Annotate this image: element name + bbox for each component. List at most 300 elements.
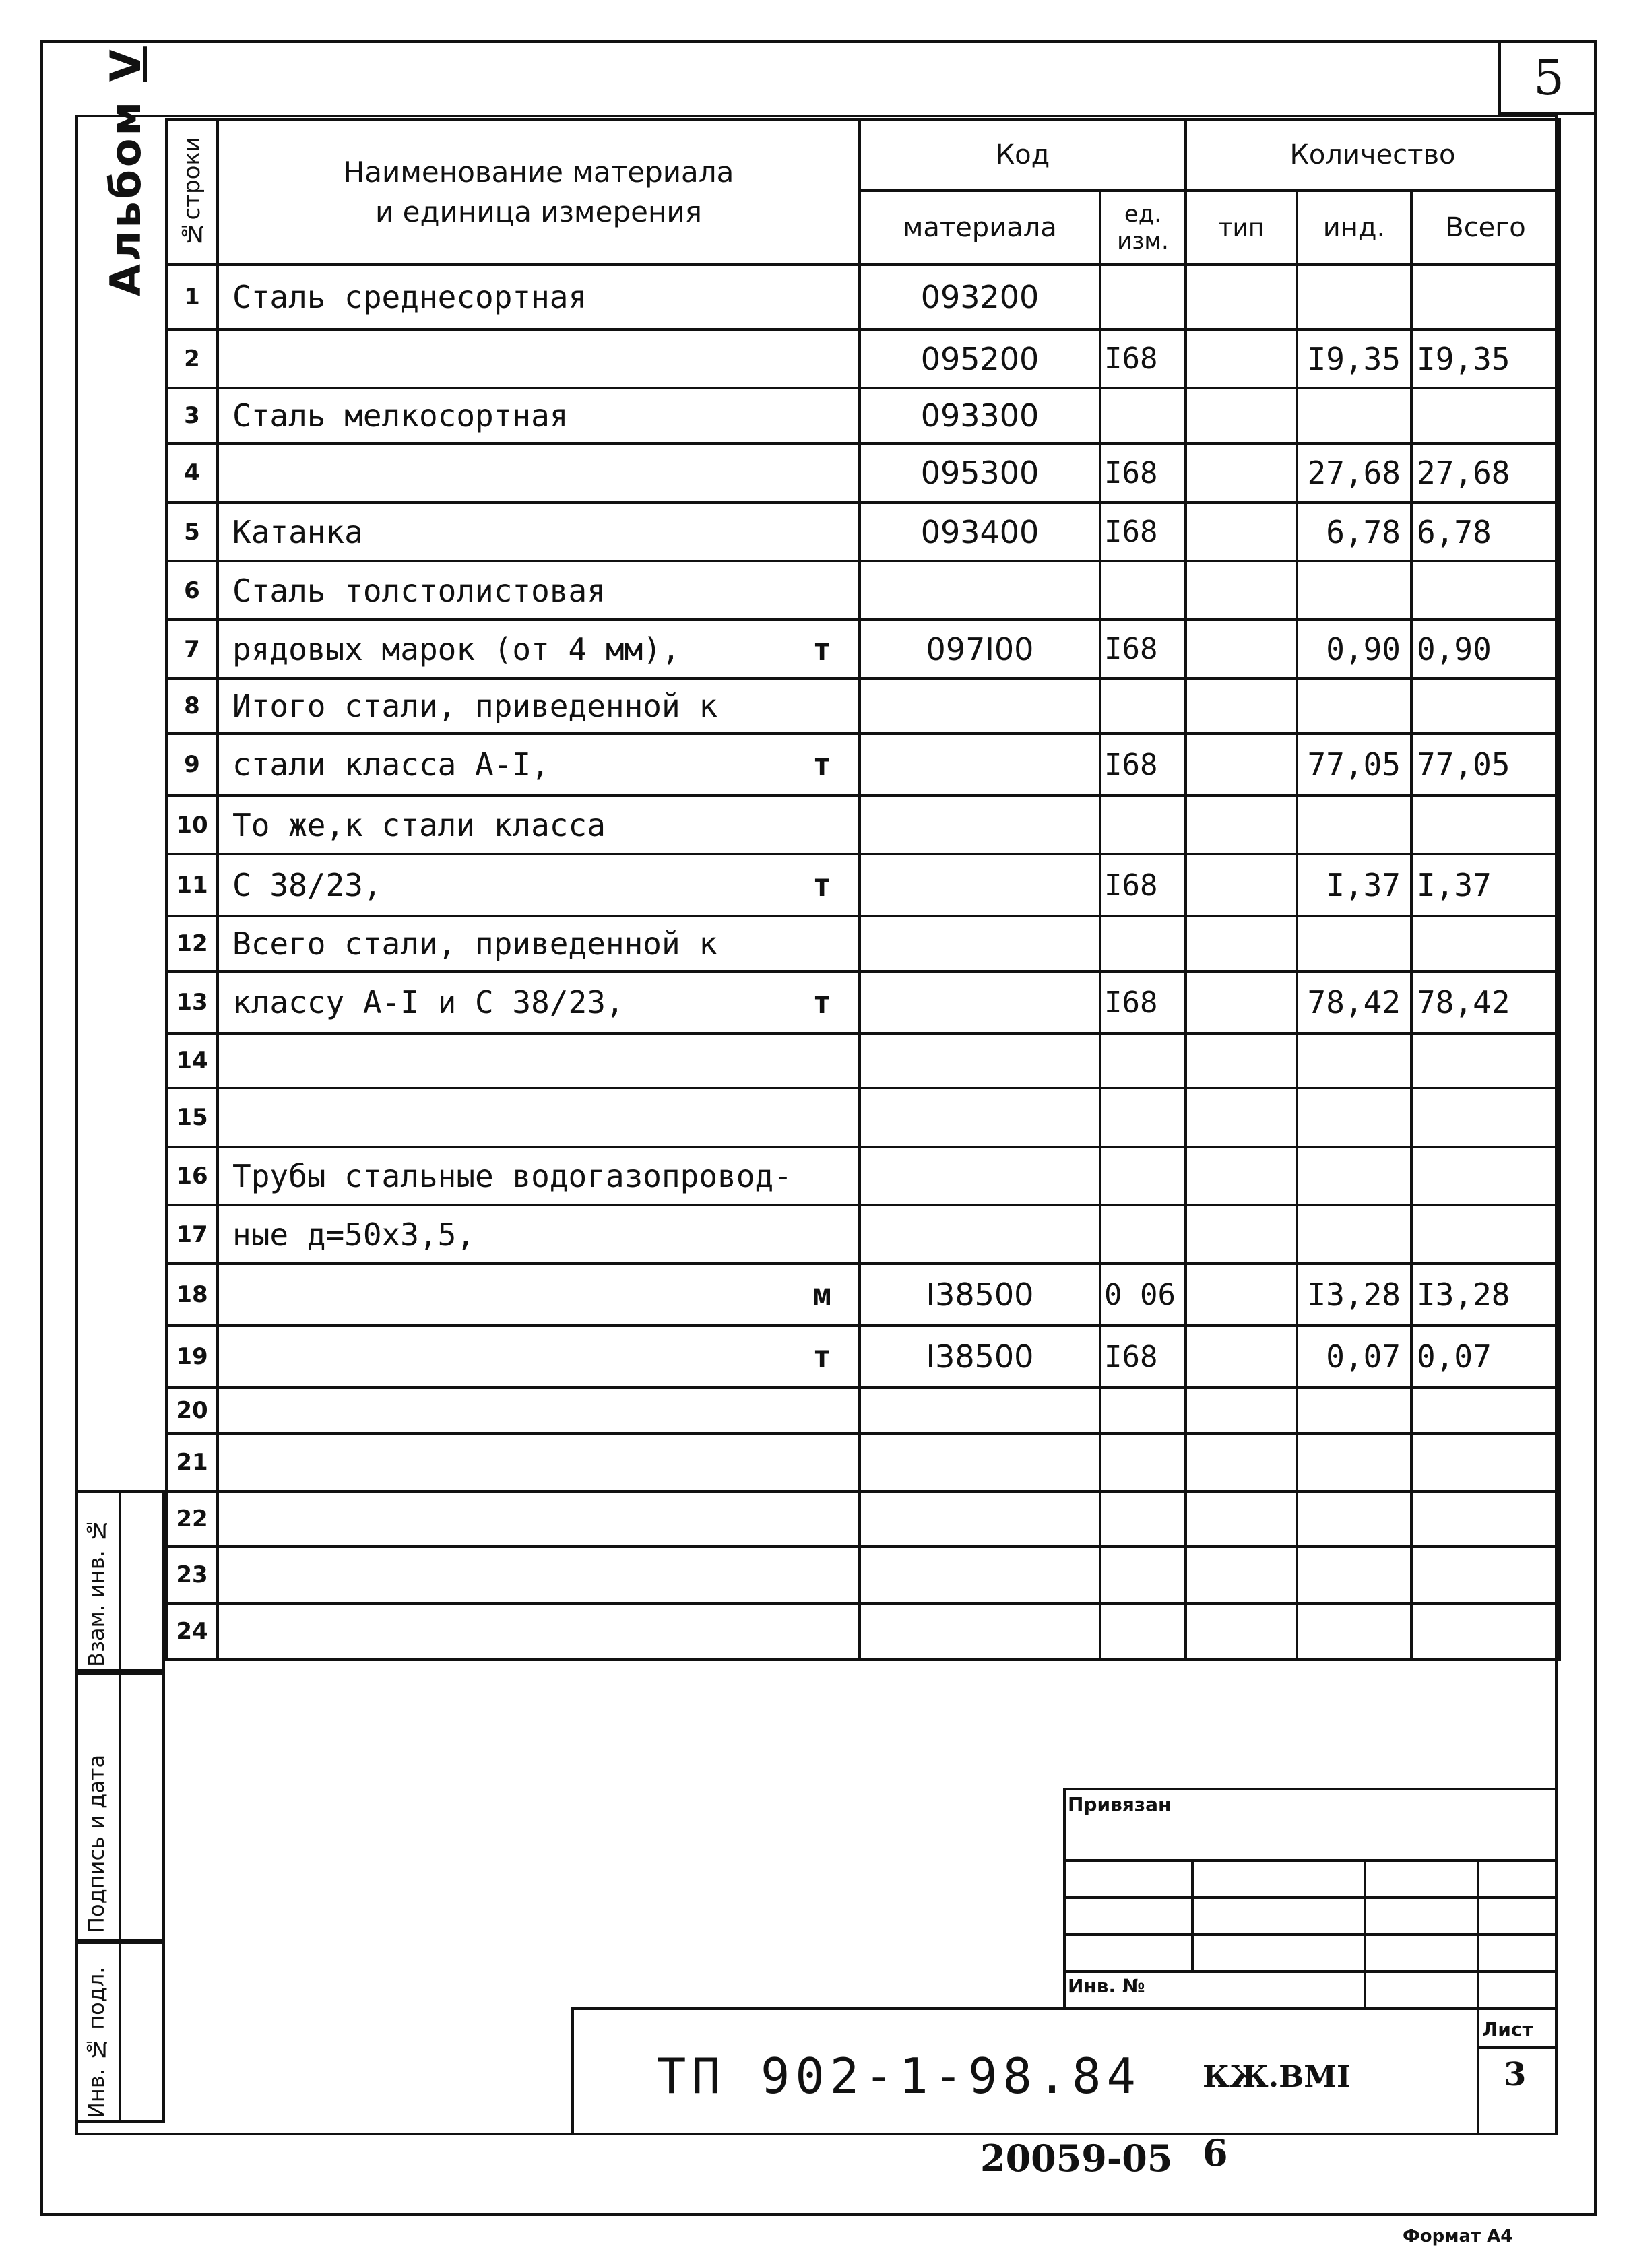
cell-unit: т — [812, 630, 831, 668]
handwritten-number: 20059-05 — [980, 2137, 1173, 2180]
cell-name — [218, 329, 860, 388]
cell-code-unit-text: I68 — [1104, 515, 1158, 549]
cell-code-material-text: 093200 — [920, 279, 1040, 315]
cell-qty-type — [1186, 678, 1297, 734]
cell-code-material — [860, 265, 1100, 329]
cell-row-number — [166, 1088, 218, 1147]
cell-row-number — [166, 916, 218, 971]
cell-qty-ind — [1297, 1433, 1411, 1491]
cell-code-material — [860, 796, 1100, 854]
cell-name-text: Катанка — [232, 513, 363, 550]
cell-row-number-text: 24 — [176, 1618, 208, 1645]
cell-qty-ind — [1297, 561, 1411, 620]
cell-qty-ind-text: I3,28 — [1307, 1276, 1401, 1313]
cell-qty-total — [1411, 1205, 1560, 1264]
stamp-grid — [1364, 1859, 1366, 2009]
cell-qty-type — [1186, 329, 1297, 388]
cell-qty-type — [1186, 854, 1297, 916]
sheet-label: Лист — [1482, 2018, 1533, 2040]
cell-name — [218, 734, 860, 796]
cell-row-number — [166, 388, 218, 443]
cell-name — [218, 265, 860, 329]
cell-code-material-text: 097I00 — [926, 630, 1034, 668]
cell-qty-total — [1411, 796, 1560, 854]
cell-row-number-text: 13 — [176, 989, 208, 1016]
cell-row-number-text: 18 — [176, 1281, 208, 1308]
cell-qty-total — [1411, 1088, 1560, 1147]
stamp-grid — [1063, 1896, 1558, 1899]
header-name-line2: и единица измерения — [375, 195, 702, 228]
cell-name — [218, 1264, 860, 1326]
cell-qty-ind — [1297, 678, 1411, 734]
cell-code-unit — [1100, 971, 1186, 1033]
cell-qty-ind — [1297, 1603, 1411, 1660]
cell-name — [218, 678, 860, 734]
sheet-value: 3 — [1504, 2056, 1527, 2094]
cell-row-number — [166, 561, 218, 620]
album-prefix: Альбом — [101, 98, 150, 296]
cell-qty-total — [1411, 1547, 1560, 1603]
cell-row-number — [166, 1603, 218, 1660]
cell-code-unit-text: I68 — [1104, 1339, 1158, 1374]
cell-name — [218, 1088, 860, 1147]
cell-name-text: Сталь толстолистовая — [232, 572, 606, 609]
cell-qty-total-text: I3,28 — [1417, 1276, 1510, 1313]
cell-name — [218, 1205, 860, 1264]
cell-qty-type — [1186, 443, 1297, 503]
cell-row-number-text: 7 — [184, 635, 200, 663]
cell-row-number — [166, 1264, 218, 1326]
table-row — [166, 1264, 1560, 1326]
cell-row-number-text: 11 — [176, 872, 208, 899]
side-strip-divider — [119, 1490, 121, 2123]
cell-row-number-text: 5 — [184, 518, 200, 546]
cell-code-unit-text: I68 — [1104, 747, 1158, 782]
stamp-inv-no-label: Инв. № — [1068, 1975, 1145, 1997]
cell-row-number — [166, 1433, 218, 1491]
cell-row-number — [166, 265, 218, 329]
cell-code-material — [860, 916, 1100, 971]
cell-qty-type — [1186, 1326, 1297, 1388]
label-signature-date: Подпись и дата — [84, 1754, 109, 1933]
cell-qty-total — [1411, 1264, 1560, 1326]
table-row — [166, 678, 1560, 734]
cell-code-material — [860, 1326, 1100, 1388]
cell-name — [218, 388, 860, 443]
header-code-unit: ед. изм. — [1100, 191, 1186, 265]
cell-unit: м — [812, 1276, 831, 1313]
cell-name — [218, 916, 860, 971]
cell-name — [218, 796, 860, 854]
cell-code-material-text: 095300 — [920, 455, 1040, 491]
header-name — [218, 119, 860, 265]
cell-qty-ind — [1297, 1147, 1411, 1205]
cell-code-material — [860, 503, 1100, 561]
cell-row-number — [166, 678, 218, 734]
cell-qty-ind — [1297, 503, 1411, 561]
cell-code-material — [860, 388, 1100, 443]
cell-qty-total — [1411, 1033, 1560, 1088]
cell-row-number — [166, 620, 218, 678]
cell-qty-type — [1186, 1603, 1297, 1660]
cell-row-number-text: 23 — [176, 1561, 208, 1588]
cell-code-material — [860, 1491, 1100, 1547]
cell-qty-total — [1411, 329, 1560, 388]
header-row-number: №строки — [166, 119, 218, 265]
format-label: Формат А4 — [1403, 2226, 1513, 2246]
header-code-material: материала — [860, 191, 1100, 265]
cell-code-unit — [1100, 1326, 1186, 1388]
handwritten-page: 6 — [1203, 2131, 1228, 2174]
table-row — [166, 854, 1560, 916]
cell-code-unit — [1100, 1147, 1186, 1205]
cell-qty-ind — [1297, 388, 1411, 443]
cell-code-material — [860, 1388, 1100, 1433]
cell-name-text: Итого стали, приведенной к — [232, 688, 718, 724]
cell-unit: т — [812, 1338, 831, 1375]
document-code: КЖ.ВМI — [1203, 2060, 1351, 2094]
cell-qty-type — [1186, 265, 1297, 329]
cell-qty-total — [1411, 443, 1560, 503]
cell-qty-total — [1411, 503, 1560, 561]
cell-code-material — [860, 1033, 1100, 1088]
cell-code-material — [860, 734, 1100, 796]
header-code: Код — [860, 119, 1186, 191]
cell-qty-ind — [1297, 329, 1411, 388]
cell-name-text: ные д=50х3,5, — [232, 1216, 476, 1253]
cell-code-unit — [1100, 734, 1186, 796]
stamp-grid — [1477, 1859, 1479, 2009]
cell-name — [218, 503, 860, 561]
cell-code-material — [860, 329, 1100, 388]
cell-row-number-text: 20 — [176, 1397, 208, 1424]
cell-qty-total — [1411, 1326, 1560, 1388]
cell-qty-ind — [1297, 1088, 1411, 1147]
cell-row-number-text: 4 — [184, 459, 200, 486]
label-inv-no-original: Инв. № подл. — [84, 1966, 109, 2118]
cell-qty-ind-text: 77,05 — [1307, 746, 1401, 783]
header-qty-total: Всего — [1411, 191, 1560, 265]
cell-qty-total — [1411, 854, 1560, 916]
cell-row-number — [166, 1147, 218, 1205]
table-row — [166, 1491, 1560, 1547]
cell-code-unit — [1100, 1603, 1186, 1660]
cell-qty-total — [1411, 678, 1560, 734]
cell-unit: т — [812, 746, 831, 783]
cell-code-unit — [1100, 1033, 1186, 1088]
cell-code-material — [860, 1147, 1100, 1205]
cell-code-material — [860, 1205, 1100, 1264]
cell-row-number — [166, 1491, 218, 1547]
stamp-grid — [1063, 1859, 1558, 1862]
cell-qty-ind — [1297, 734, 1411, 796]
cell-code-unit-text: 0 06 — [1104, 1277, 1176, 1312]
table-row — [166, 1433, 1560, 1491]
label-inv-no-replace: Взам. инв. № — [84, 1518, 109, 1667]
cell-qty-ind-text: 6,78 — [1326, 513, 1401, 550]
cell-qty-total-text: 77,05 — [1417, 746, 1510, 783]
cell-qty-total-text: 78,42 — [1417, 984, 1510, 1020]
cell-code-unit-text: I68 — [1104, 985, 1158, 1020]
cell-qty-total — [1411, 1603, 1560, 1660]
cell-row-number — [166, 1326, 218, 1388]
cell-qty-ind — [1297, 620, 1411, 678]
cell-qty-type — [1186, 1433, 1297, 1491]
cell-row-number — [166, 854, 218, 916]
table-row — [166, 1326, 1560, 1388]
cell-code-unit — [1100, 1205, 1186, 1264]
cell-unit: т — [812, 867, 831, 903]
cell-row-number — [166, 503, 218, 561]
cell-code-material-text: 093400 — [920, 513, 1040, 550]
cell-qty-ind — [1297, 796, 1411, 854]
cell-qty-ind — [1297, 916, 1411, 971]
cell-code-material — [860, 1433, 1100, 1491]
cell-name-text: Трубы стальные водогазопровод- — [232, 1158, 792, 1194]
table-row — [166, 1033, 1560, 1088]
cell-qty-ind — [1297, 1205, 1411, 1264]
cell-name-text: С 38/23, — [232, 867, 382, 903]
cell-qty-ind — [1297, 1033, 1411, 1088]
cell-code-unit — [1100, 678, 1186, 734]
cell-name — [218, 561, 860, 620]
cell-qty-type — [1186, 1088, 1297, 1147]
table-row — [166, 1205, 1560, 1264]
cell-name — [218, 1147, 860, 1205]
table-row — [166, 1147, 1560, 1205]
materials-table — [165, 118, 1561, 1661]
header-qty-ind: инд. — [1297, 191, 1411, 265]
cell-qty-ind-text: 0,90 — [1326, 630, 1401, 668]
cell-qty-type — [1186, 1033, 1297, 1088]
cell-row-number — [166, 971, 218, 1033]
cell-name-text: Сталь мелкосортная — [232, 397, 569, 434]
cell-qty-type — [1186, 1264, 1297, 1326]
cell-qty-total-text: I9,35 — [1417, 340, 1510, 377]
cell-name — [218, 971, 860, 1033]
table-row — [166, 265, 1560, 329]
table-row — [166, 1088, 1560, 1147]
cell-name — [218, 1603, 860, 1660]
cell-qty-type — [1186, 388, 1297, 443]
cell-code-unit-text: I68 — [1104, 868, 1158, 903]
cell-row-number — [166, 1547, 218, 1603]
cell-name-text: Всего стали, приведенной к — [232, 926, 718, 962]
cell-qty-total — [1411, 1147, 1560, 1205]
cell-code-material — [860, 443, 1100, 503]
cell-code-unit — [1100, 1088, 1186, 1147]
cell-qty-total — [1411, 1433, 1560, 1491]
cell-name — [218, 620, 860, 678]
cell-qty-ind — [1297, 1547, 1411, 1603]
cell-code-material — [860, 1264, 1100, 1326]
cell-qty-type — [1186, 1547, 1297, 1603]
cell-qty-total — [1411, 620, 1560, 678]
cell-row-number — [166, 443, 218, 503]
cell-code-material — [860, 678, 1100, 734]
table-row — [166, 561, 1560, 620]
table-row — [166, 503, 1560, 561]
cell-row-number-text: 15 — [176, 1104, 208, 1131]
cell-qty-total — [1411, 734, 1560, 796]
cell-name — [218, 1033, 860, 1088]
cell-row-number — [166, 329, 218, 388]
cell-qty-total — [1411, 1388, 1560, 1433]
cell-name — [218, 1547, 860, 1603]
cell-name-text: рядовых марок (от 4 мм), — [232, 630, 680, 668]
album-numeral: V — [101, 46, 150, 82]
cell-row-number-text: 1 — [184, 284, 200, 311]
cell-qty-ind-text: 0,07 — [1326, 1338, 1401, 1375]
cell-qty-ind — [1297, 443, 1411, 503]
table-row — [166, 388, 1560, 443]
cell-qty-ind-text: I,37 — [1326, 867, 1401, 903]
cell-row-number-text: 10 — [176, 811, 208, 839]
cell-name — [218, 1491, 860, 1547]
cell-qty-type — [1186, 971, 1297, 1033]
cell-qty-total-text: 6,78 — [1417, 513, 1492, 550]
table-row — [166, 971, 1560, 1033]
cell-code-unit — [1100, 854, 1186, 916]
header-name-line1: Наименование материала — [343, 156, 734, 189]
cell-qty-ind — [1297, 854, 1411, 916]
cell-qty-type — [1186, 916, 1297, 971]
cell-code-unit — [1100, 1547, 1186, 1603]
cell-code-unit — [1100, 916, 1186, 971]
page-number: 5 — [1498, 40, 1597, 115]
cell-name — [218, 1433, 860, 1491]
cell-qty-ind — [1297, 971, 1411, 1033]
document-title: ТП 902-1-98.84 — [657, 2048, 1141, 2104]
cell-qty-ind — [1297, 265, 1411, 329]
cell-qty-total-text: I,37 — [1417, 867, 1492, 903]
cell-qty-type — [1186, 620, 1297, 678]
cell-row-number — [166, 1033, 218, 1088]
cell-code-material — [860, 854, 1100, 916]
cell-code-unit — [1100, 329, 1186, 388]
cell-row-number-text: 22 — [176, 1505, 208, 1532]
cell-row-number — [166, 796, 218, 854]
cell-qty-total — [1411, 265, 1560, 329]
stamp-bound-label: Привязан — [1068, 1793, 1172, 1815]
cell-name — [218, 854, 860, 916]
cell-row-number-text: 8 — [184, 692, 200, 719]
cell-name-text: стали класса А-I, — [232, 746, 550, 783]
cell-qty-ind-text: 78,42 — [1307, 984, 1401, 1020]
cell-qty-total — [1411, 971, 1560, 1033]
cell-row-number — [166, 1205, 218, 1264]
cell-qty-total-text: 0,07 — [1417, 1338, 1492, 1375]
cell-row-number — [166, 1388, 218, 1433]
cell-code-material — [860, 1088, 1100, 1147]
cell-code-unit — [1100, 443, 1186, 503]
header-qty-type: тип — [1186, 191, 1297, 265]
cell-qty-ind-text: I9,35 — [1307, 340, 1401, 377]
cell-qty-total-text: 27,68 — [1417, 455, 1510, 491]
cell-code-unit — [1100, 1264, 1186, 1326]
cell-code-material — [860, 620, 1100, 678]
cell-qty-ind-text: 27,68 — [1307, 455, 1401, 491]
cell-name — [218, 1326, 860, 1388]
cell-qty-type — [1186, 1205, 1297, 1264]
cell-qty-total — [1411, 388, 1560, 443]
table-row — [166, 329, 1560, 388]
cell-name-text: То же,к стали класса — [232, 806, 606, 843]
table-row — [166, 620, 1560, 678]
cell-row-number — [166, 734, 218, 796]
cell-row-number-text: 21 — [176, 1449, 208, 1476]
cell-row-number-text: 16 — [176, 1163, 208, 1190]
stamp-grid — [1063, 1970, 1558, 1973]
album-label — [101, 46, 150, 296]
cell-code-unit-text: I68 — [1104, 455, 1158, 490]
cell-code-material-text: 095200 — [920, 340, 1040, 377]
table-row — [166, 916, 1560, 971]
cell-qty-total-text: 0,90 — [1417, 630, 1492, 668]
cell-code-unit — [1100, 620, 1186, 678]
cell-row-number-text: 17 — [176, 1221, 208, 1248]
cell-code-unit — [1100, 1491, 1186, 1547]
cell-qty-type — [1186, 734, 1297, 796]
cell-row-number-text: 9 — [184, 751, 200, 778]
cell-row-number-text: 6 — [184, 577, 200, 604]
cell-code-unit-text: I68 — [1104, 342, 1158, 376]
cell-code-material-text: I38500 — [926, 1338, 1034, 1375]
cell-qty-type — [1186, 1388, 1297, 1433]
cell-qty-total — [1411, 561, 1560, 620]
cell-code-material-text: 093300 — [920, 397, 1040, 434]
cell-code-unit — [1100, 561, 1186, 620]
cell-qty-type — [1186, 1147, 1297, 1205]
cell-code-material — [860, 1547, 1100, 1603]
cell-qty-ind — [1297, 1326, 1411, 1388]
cell-code-unit-text: I68 — [1104, 632, 1158, 666]
cell-code-unit — [1100, 796, 1186, 854]
cell-name — [218, 1388, 860, 1433]
cell-qty-ind — [1297, 1388, 1411, 1433]
cell-row-number-text: 12 — [176, 930, 208, 957]
cell-unit: т — [812, 984, 831, 1020]
cell-code-unit — [1100, 1388, 1186, 1433]
cell-code-material-text: I38500 — [926, 1276, 1034, 1313]
cell-qty-type — [1186, 503, 1297, 561]
stamp-grid — [1191, 1859, 1194, 1970]
cell-row-number-text: 19 — [176, 1343, 208, 1370]
cell-code-unit — [1100, 388, 1186, 443]
table-row — [166, 734, 1560, 796]
cell-code-unit — [1100, 265, 1186, 329]
table-row — [166, 1603, 1560, 1660]
cell-qty-ind — [1297, 1264, 1411, 1326]
sheet-cell — [1477, 2007, 1479, 2135]
cell-row-number-text: 3 — [184, 402, 200, 429]
stamp-grid — [1063, 1933, 1558, 1936]
header-quantity: Количество — [1186, 119, 1560, 191]
cell-qty-ind — [1297, 1491, 1411, 1547]
cell-row-number-text: 2 — [184, 345, 200, 372]
cell-qty-type — [1186, 1491, 1297, 1547]
cell-code-material — [860, 561, 1100, 620]
cell-code-unit — [1100, 1433, 1186, 1491]
table-row — [166, 443, 1560, 503]
cell-row-number-text: 14 — [176, 1047, 208, 1074]
table-row — [166, 796, 1560, 854]
sheet-divider — [1477, 2046, 1558, 2049]
table-row — [166, 1547, 1560, 1603]
header-row-1 — [166, 119, 1560, 191]
cell-name-text: Сталь среднесортная — [232, 279, 587, 315]
cell-name-text: классу А-I и С 38/23, — [232, 984, 625, 1020]
